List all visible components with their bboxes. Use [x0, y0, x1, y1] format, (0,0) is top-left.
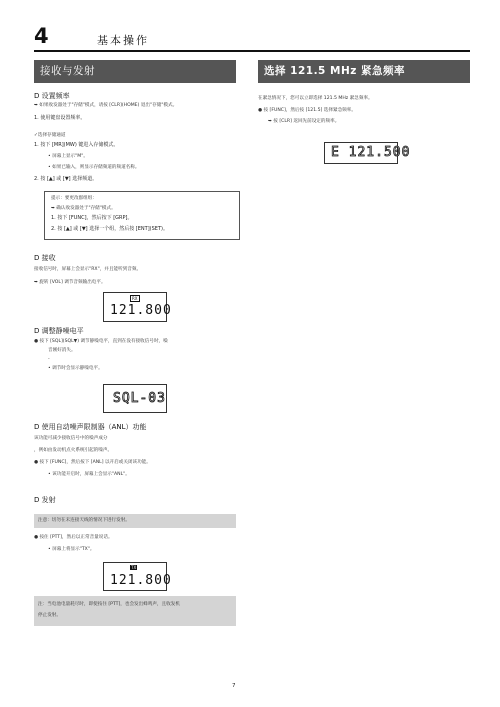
lcd-squelch-level: SQL-03	[113, 391, 166, 406]
chapter-rule	[34, 50, 470, 52]
battery-note-2: 停止发射。	[38, 613, 61, 618]
caution-text: 注意：切勿在未连接天线的情况下进行发射。	[38, 518, 130, 523]
section-bar-emergency	[258, 60, 470, 83]
step-memory-mode: 1. 按下 [MR](MW) 键进入存储模式。	[34, 142, 119, 148]
transmit-bullet: ● 按住 [PTT]，然后以正常音量说话。	[34, 535, 113, 540]
tip-step-2: 2. 按 [▲] 或 [▼] 选择一个组，然后按 [ENT](SET)。	[51, 226, 168, 232]
anl-text-2: ，例如由发动机点火系统引起的噪声。	[34, 448, 113, 453]
chapter-number: 4	[34, 24, 49, 48]
chapter-title: 基本操作	[97, 34, 149, 47]
step-set-frequency: 1. 使用键盘设置频率。	[34, 115, 86, 121]
anl-bullet: ● 按下 [FUNC]，然后按下 [ANL] 以开启或关闭该功能。	[34, 460, 151, 465]
lcd-emergency	[324, 142, 411, 164]
lcd-receive-frequency: 121.800	[110, 303, 172, 318]
battery-note-bar	[34, 596, 236, 626]
receive-note-vol: ➥ 旋转 [VOL] 调节音频输出电平。	[34, 280, 106, 285]
heading-select-memory: ✓选择存储通道	[34, 133, 66, 138]
squelch-bullet: ● 按下 [SQL](SQL▼) 调节静噪电平，直到在没有接收信号时，噪	[34, 339, 168, 344]
bullet-m-shown: • 屏幕上显示"M"。	[48, 154, 88, 159]
section-title-receive-transmit: 接收与发射	[40, 65, 95, 77]
transmit-sub: • 屏幕上将显示"TX"。	[48, 547, 95, 552]
lcd-squelch	[103, 384, 167, 413]
tx-indicator: TX	[131, 565, 137, 570]
squelch-dash: -	[48, 357, 50, 362]
emergency-bullet: ● 按 [FUNC]，然后按 [121.5] 选择紧急频率。	[258, 108, 356, 113]
receive-text: 接收信号时，屏幕上会显示"RX"，并且能听到音频。	[34, 267, 142, 272]
tip-note: ➥ 确认收发器处于"存储"模式。	[51, 206, 116, 211]
heading-set-frequency: D 设置频率	[34, 92, 70, 100]
section-bar-receive-transmit	[34, 60, 236, 83]
anl-text-1: 该功能可减少接收信号中的噪声成分	[34, 436, 108, 441]
tip-step-1: 1. 按下 [FUNC]，然后按下 [GRP]。	[51, 215, 133, 221]
step-select-channel: 2. 按 [▲] 或 [▼] 选择频道。	[34, 176, 98, 182]
heading-transmit: D 发射	[34, 496, 56, 504]
caution-bar	[34, 514, 236, 528]
lcd-emergency-frequency: E 121.500	[331, 145, 411, 160]
heading-anl: D 使用自动噪声限制器（ANL）功能	[34, 423, 147, 431]
heading-receive: D 接收	[34, 254, 56, 262]
anl-sub: • 该功能开启时，屏幕上会显示"ANL"。	[48, 472, 130, 477]
bullet-channel-name: • 如果已输入，则显示存储频道的频道名称。	[48, 165, 140, 170]
page-number: 7	[232, 683, 236, 689]
note-exit-memory: ➥ 如果收发器处于"存储"模式，请按 [CLR](HOME) 退出"存储"模式。	[34, 103, 178, 108]
lcd-transmit	[103, 562, 172, 591]
section-title-emergency: 选择 121.5 MHz 紧急频率	[264, 65, 406, 77]
tip-box	[44, 191, 240, 240]
emergency-intro: 在紧急情况下，您可以立即选择 121.5 MHz 紧急频率。	[258, 96, 373, 101]
squelch-bullet-cont: 音刚好消失。	[48, 348, 76, 353]
emergency-sub: ➥ 按 [CLR] 返回先前设定的频率。	[268, 119, 340, 124]
lcd-transmit-frequency: 121.800	[110, 573, 172, 588]
tip-title: 提示：要更改群组组：	[51, 196, 97, 201]
squelch-sub: • 调节时会显示静噪电平。	[48, 366, 103, 371]
rx-indicator: RX	[132, 296, 138, 301]
lcd-receive	[103, 292, 172, 322]
battery-note-1: 注：当电池电量耗尽时，即使按住 [PTT]，也会发出蜂鸣声，且收发机	[38, 602, 180, 607]
heading-squelch: D 调整静噪电平	[34, 327, 84, 335]
